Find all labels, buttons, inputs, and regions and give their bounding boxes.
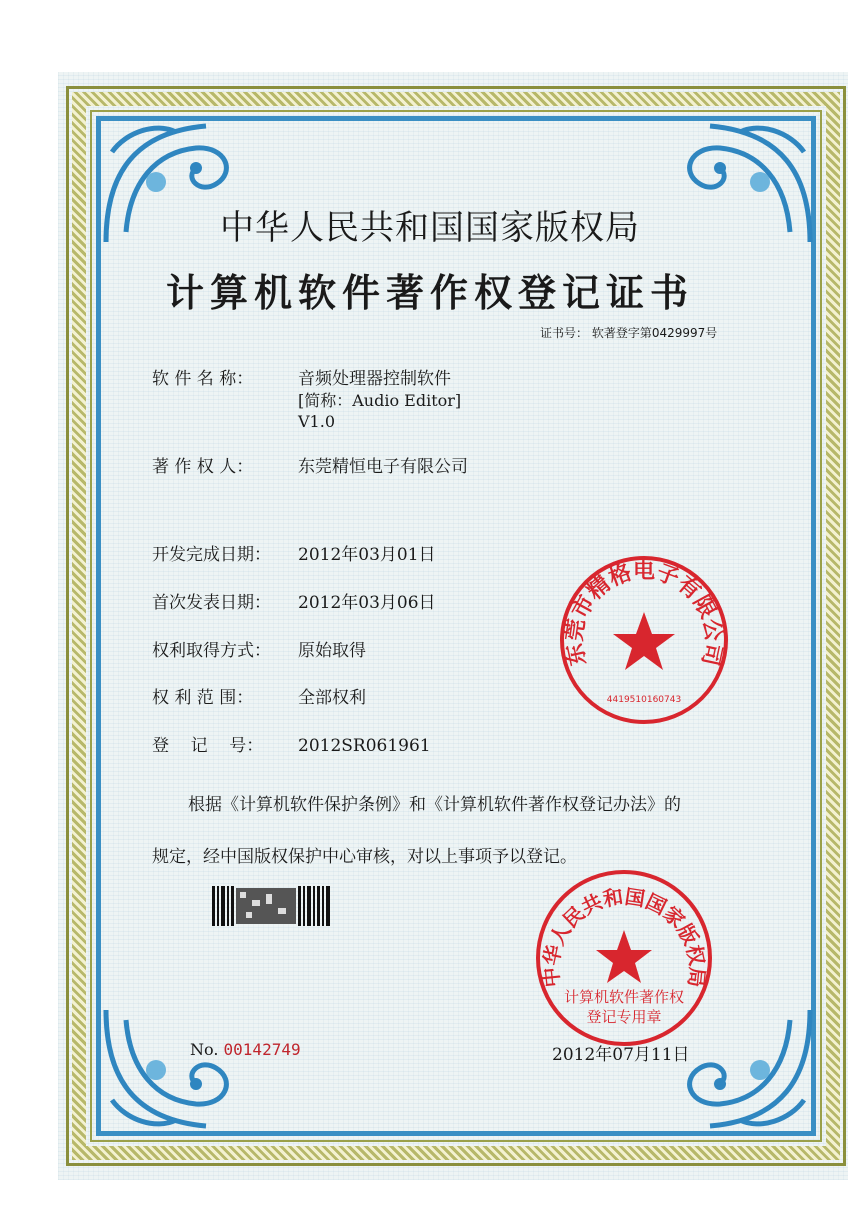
issue-date: 2012年07月11日	[552, 1045, 690, 1065]
authority-seal	[534, 868, 714, 1048]
software-name-row	[152, 364, 451, 389]
company-seal-text: 东莞市精格电子有限公司	[562, 559, 726, 668]
pub-date-label: 首次发表日期：	[152, 593, 271, 613]
authority-seal-line2: 登记专用章	[586, 1008, 662, 1026]
registration-row	[152, 731, 431, 756]
dev-date-value: 2012年03月01日	[298, 545, 436, 565]
acquire-value: 原始取得	[298, 641, 366, 661]
short-name: [简称：Audio Editor]	[298, 391, 462, 410]
company-seal	[556, 552, 732, 728]
statement-line-2: 规定，经中国版权保护中心审核，对以上事项予以登记。	[152, 847, 577, 867]
authority-seal-text: 中华人民共和国国家版权局	[538, 884, 710, 989]
acquire-row	[152, 636, 366, 661]
software-name-value: 音频处理器控制软件	[298, 369, 451, 389]
authority-seal-line1: 计算机软件著作权	[563, 988, 685, 1006]
owner-label: 著 作 权 人：	[152, 457, 254, 477]
serial-label: No.	[190, 1040, 219, 1059]
barcode-icon	[212, 886, 330, 926]
serial-number	[190, 1040, 301, 1059]
dev-date-label: 开发完成日期：	[152, 545, 271, 565]
owner-value: 东莞精恒电子有限公司	[298, 457, 468, 477]
pub-date-value: 2012年03月06日	[298, 593, 436, 613]
company-seal-code: 4419510160743	[606, 695, 682, 705]
star-icon	[596, 930, 652, 983]
star-icon	[613, 612, 675, 670]
registration-label: 登 记 号：	[152, 736, 264, 756]
issuing-authority: 中华人民共和国国家版权局	[220, 208, 640, 248]
scope-row	[152, 683, 366, 708]
corner-ornament-icon	[96, 1000, 256, 1140]
serial-value: 00142749	[223, 1040, 301, 1059]
owner-row	[152, 452, 468, 477]
certificate-title: 计算机软件著作权登记证书	[165, 270, 694, 315]
dev-date-row	[152, 540, 436, 565]
version: V1.0	[298, 412, 335, 431]
statement-line-1: 根据《计算机软件保护条例》和《计算机软件著作权登记办法》的	[188, 795, 681, 815]
certificate-number: 证书号： 软著登字第0429997号	[540, 326, 718, 340]
registration-value: 2012SR061961	[298, 736, 431, 756]
scope-value: 全部权利	[298, 688, 366, 708]
acquire-label: 权利取得方式：	[152, 641, 271, 661]
software-name-label: 软 件 名 称：	[152, 369, 254, 389]
pub-date-row	[152, 588, 436, 613]
scope-label: 权 利 范 围：	[152, 688, 254, 708]
